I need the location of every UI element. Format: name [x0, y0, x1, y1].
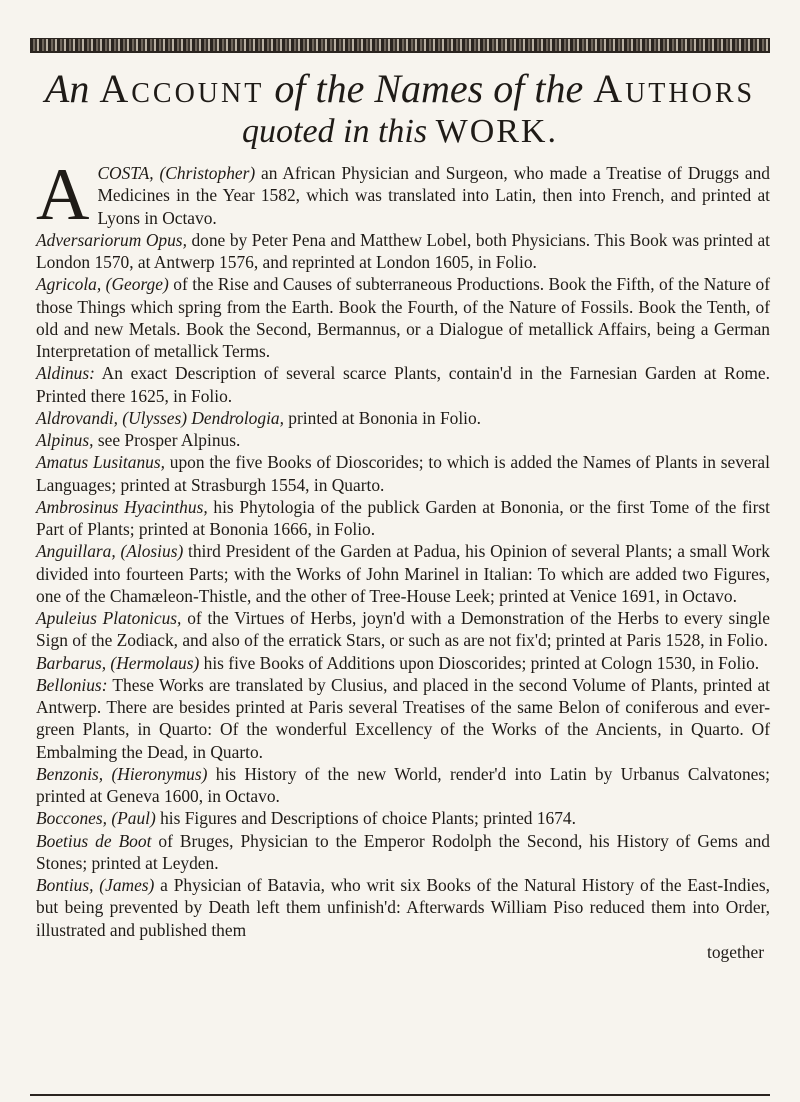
- entry-text: These Works are translated by Clusius, and placed in the second Volume of Plants, printed at Antwerp. There are besides printed at Paris several Treatises of the same Belon of coniferous and ever-green Plants, in Quarto: Of the wonderful Excellency of the Works of the Ancients, in Quarto. Of Embalming the Dead, in Quarto.: [36, 674, 770, 762]
- entry-name: Boetius de Boot: [36, 830, 152, 851]
- entry-name: Bontius, (James): [36, 875, 155, 895]
- entry-text: printed at Bononia in Folio.: [283, 407, 482, 428]
- entry-text: his Phytologia of the publick Garden at Bononia, or the first Tome of the first Part of Plants; printed at Bononia 1666, in Folio.: [36, 496, 770, 539]
- entry-text: of Bruges, Physician to the Emperor Rodolph the Second, his History of Gems and Stones; printed at Leyden.: [36, 830, 771, 873]
- entry-text: third President of the Garden at Padua, his Opinion of several Plants; a small Work divided into fourteen Parts; with the Works of John Marinel in Italian: To which are added two Figures, one of the Chamæleon-Thistle, and the other of Tree-House Leek; printed at Venice 1691, in Octavo.: [36, 541, 770, 606]
- entry-aldrovandi: [36, 407, 770, 429]
- entry-text: an African Physician and Surgeon, who made a Treatise of Druggs and Medicines in the Year 1582, which was translated into Latin, then into French, and printed at Lyons in Octavo.: [97, 163, 770, 228]
- entry-name: Agricola, (George): [36, 274, 169, 295]
- entry-text: An exact Description of several scarce Plants, contain'd in the Farnesian Garden at Rome. Printed there 1625, in Folio.: [36, 363, 770, 406]
- entry-bontius: [36, 874, 770, 941]
- entry-text: of the Rise and Causes of subterraneous Productions. Book the Fifth, of the Nature of those Things which spring from the Earth. Book the Fourth, of the Nature of Fossils. Book the Tenth, of old and new Metals. Book the Second, Bermannus, or a Dialogue of metallick Affairs, being a German Interpretation of metallick Terms.: [36, 274, 770, 361]
- bottom-rule: [30, 1094, 770, 1096]
- entry-text: done by Peter Pena and Matthew Lobel, both Physicians. This Book was printed at London 1570, at Antwerp 1576, and reprinted at London 1605, in Folio.: [36, 229, 770, 272]
- title-phrase-names: of the Names of the: [274, 66, 584, 111]
- entry-name: Aldrovandi, (Ulysses) Dendrologia,: [36, 407, 284, 428]
- entry-text: his five Books of Additions upon Dioscorides; printed at Cologn 1530, in Folio.: [199, 652, 760, 673]
- entry-name: Anguillara, (Alosius): [36, 541, 184, 562]
- entry-text: upon the five Books of Dioscorides; to which is added the Names of Plants in several Languages; printed at Strasburgh 1554, in Quarto.: [36, 452, 770, 495]
- entry-alpinus: [36, 429, 770, 451]
- entry-barbarus: [36, 652, 770, 674]
- subtitle-phrase: quoted in this: [242, 113, 428, 150]
- entry-name: Alpinus,: [36, 430, 94, 450]
- entry-name: Boccones, (Paul): [36, 808, 156, 829]
- entry-text: of the Virtues of Herbs, joyn'd with a Demonstration of the Herbs to every single Sign of the Zodiack, and also of the erratick Stars, or such as are not fix'd; printed at Paris 1528, in Folio.: [36, 608, 770, 651]
- entry-name: Adversariorum Opus,: [36, 229, 187, 250]
- entry-boccones: [36, 807, 770, 829]
- entry-name: Apuleius Platonicus,: [36, 608, 182, 628]
- entry-name: Bellonius:: [36, 674, 108, 695]
- entry-text: a Physician of Batavia, who writ six Books of the Natural History of the East-Indies, but being prevented by Death left them unfinish'd: Afterwards William Piso reduced them into Order, illustrated and published them: [36, 875, 770, 940]
- entry-text: his Figures and Descriptions of choice Plants; printed 1674.: [155, 808, 576, 829]
- entry-text: his History of the new World, render'd into Latin by Urbanus Calvatones; printed at Geneva 1600, in Octavo.: [36, 763, 770, 806]
- page-title: [0, 66, 800, 112]
- entry-name: Amatus Lusitanus,: [36, 452, 165, 473]
- entry-amatus: [36, 451, 770, 496]
- title-word-account: Account: [99, 66, 265, 111]
- entry-costa: [36, 154, 770, 236]
- entry-ambrosinus: [36, 496, 770, 541]
- entry-name: Ambrosinus Hyacinthus,: [36, 496, 208, 517]
- page-subtitle: [0, 112, 800, 152]
- title-word-authors: Authors: [593, 66, 756, 111]
- entry-text: see Prosper Alpinus.: [93, 430, 241, 450]
- entry-adversariorum: [36, 229, 770, 274]
- catchword: together: [707, 941, 764, 962]
- entry-boetius: [36, 830, 770, 875]
- entry-name: COSTA, (Christopher): [97, 163, 256, 183]
- subtitle-work: WORK.: [435, 113, 558, 150]
- drop-cap: A: [36, 154, 90, 236]
- entry-agricola: [36, 273, 770, 362]
- entry-name: Benzonis, (Hieronymus): [36, 763, 208, 784]
- authors-list: [36, 154, 771, 963]
- entry-benzonis: [36, 763, 770, 808]
- entry-aldinus: [36, 362, 770, 407]
- entry-anguillara: [36, 540, 770, 607]
- entry-bellonius: [36, 674, 770, 763]
- header-ornament-band: [30, 38, 770, 53]
- entry-name: Aldinus:: [36, 363, 95, 384]
- entry-apuleius: [36, 607, 770, 652]
- title-word-an: An: [44, 66, 90, 111]
- entry-name: Barbarus, (Hermolaus): [36, 652, 200, 673]
